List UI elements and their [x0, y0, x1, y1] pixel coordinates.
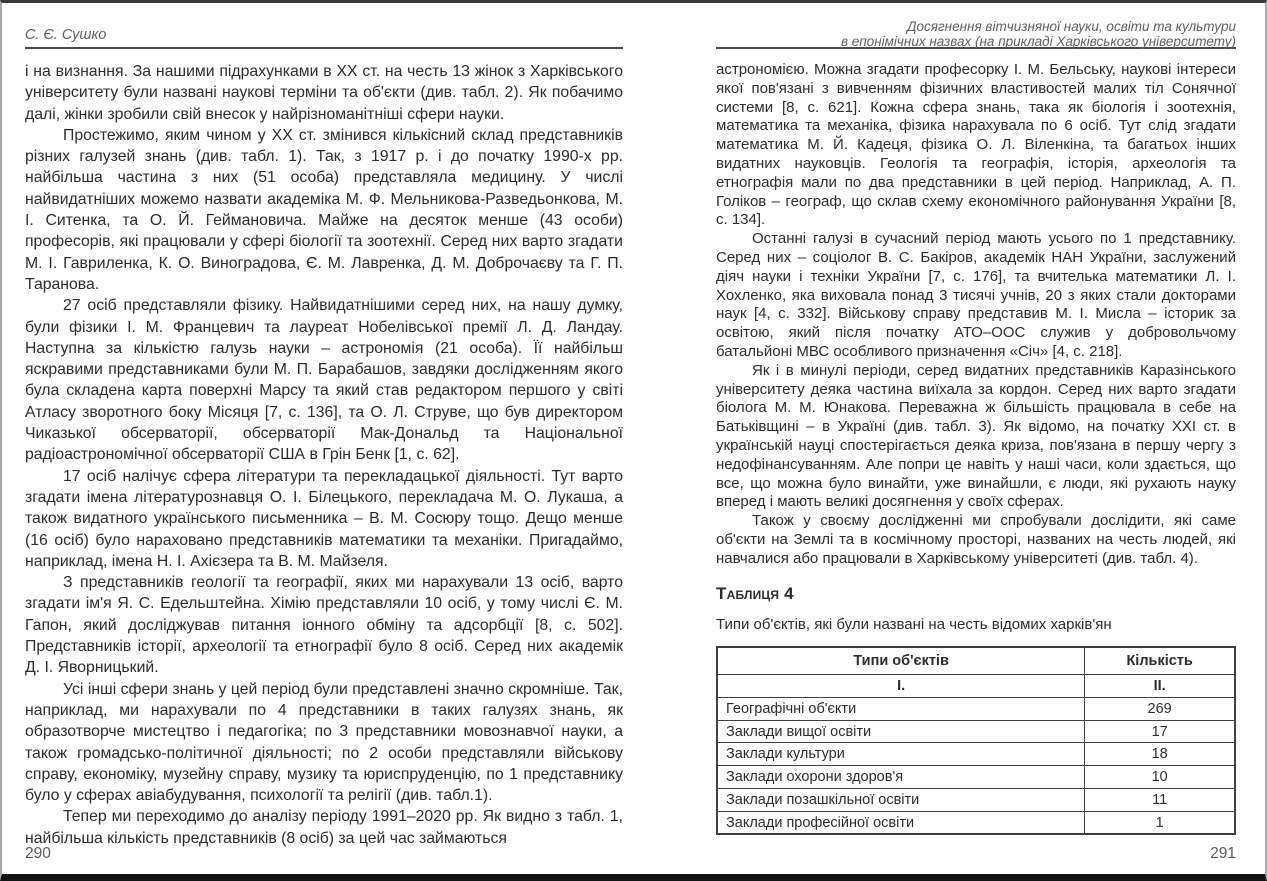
- count-cell: 269: [1085, 697, 1235, 720]
- object-type-cell: Заклади охорони здоров'я: [717, 766, 1085, 789]
- running-head-right: [716, 20, 1236, 49]
- object-type-cell: Заклади вищої освіти: [717, 720, 1085, 743]
- page-number-right: 291: [1210, 845, 1236, 862]
- table-heading: Таблиця 4: [716, 583, 794, 603]
- paragraph: Усі інші сфери знань у цей період були представлені значно скромніше. Так, наприклад, ми нарахували по 4 представники в таких галузях знань, як образотворче мистецтво і педагогіка; по 3 представники мовознавчої науки, а також громадсько-політичної діяльності; по 2 особи представляли військову справу, економіку, музейну справу, музику та юриспруденцію, по 1 представнику було у сферах авіабудування, психології та релігії (див. табл.1).: [25, 680, 623, 805]
- count-cell: 10: [1085, 766, 1235, 789]
- paragraph: Простежимо, яким чином у ХХ ст. змінився кількісний склад представників різних галузей знань (див. табл. 1). Так, з 1917 р. і до початку 1990-х рр. найбільша частина з них (51 особа) представляла медицину. У числі найвидатніших можемо назвати академіка М. Ф. Мельникова-Разведьонкова, М. І. Ситенка, та О. Й. Геймановича. Майже на десяток менше (43 особи) професорів, які працювали у сфері біології та зоотехнії. Серед них варто згадати М. І. Гавриленка, К. О. Виноградова, Є. М. Лавренка, Д. М. Доброчаєву та Г. П. Таранова.: [25, 126, 623, 293]
- column-number-1: І.: [717, 674, 1085, 697]
- paragraph: Як і в минулі періоди, серед видатних представників Каразінського університету деяка частина виїхала за кордон. Серед них варто згадати біолога М. М. Юнакова. Переважна ж більшість працювала в себе на Батьківщині – в Україні (див. табл. 3). Як відомо, на початку XXI ст. в українській науці спостерігається деяка криза, пов'язана в першу чергу з недофінансуванням. Але попри це навіть у наші часи, коли здається, що все, що можна було винайти, уже винайшли, є люди, які рухають науку вперед і мають великі досягнення у своїх сферах.: [716, 361, 1236, 511]
- page-number-left: 290: [25, 845, 51, 862]
- paragraph: Також у своєму дослідженні ми спробували дослідити, які саме об'єкти на Землі та в космічному просторі, названих на честь людей, які навчалися або працювали в Харківському університеті (див. табл. 4).: [716, 512, 1236, 567]
- column-header-count: Кількість: [1085, 647, 1235, 674]
- object-type-cell: Заклади культури: [717, 743, 1085, 766]
- table-row: [717, 697, 1235, 720]
- running-head-line1: Досягнення вітчизняної науки, освіти та культури: [907, 19, 1236, 34]
- object-type-cell: Заклади позашкільної освіти: [717, 788, 1085, 811]
- table-header-row: [717, 647, 1235, 674]
- paragraph: астрономією. Можна згадати професорку І. М. Бельську, наукові інтереси якої пов'язані з вивченням фізичних властивостей малих тіл Сонячної системи [8, с. 621]. Кожна сфера знань, така як біологія і зоотехнія, математика та механіка, фізика нарахувала по 6 осіб. Тут слід згадати математика М. Й. Кадеця, фізика О. Л. Віленкіна, та багатьох інших видатних науковців. Геологія та географія, історія, археологія та етнографія мали по два представники в цей період. Наприклад, А. П. Голіков – географ, що склав схему економічного районування України [8, с. 134].: [716, 61, 1236, 229]
- column-number-2: ІІ.: [1085, 674, 1235, 697]
- paragraph: 17 осіб налічує сфера літератури та перекладацької діяльності. Тут варто згадати імена літературознавця О. І. Білецького, перекладача М. О. Лукаша, а також видатного українського письменника – В. М. Сосюру тощо. Дещо менше (16 осіб) було нараховано представників математики та механіки. Пригадаймо, наприклад, імена Н. І. Ахієзера та В. М. Майзеля.: [25, 467, 623, 570]
- table-row: [717, 788, 1235, 811]
- table-row: [717, 743, 1235, 766]
- count-cell: 11: [1085, 788, 1235, 811]
- left-page-body: [25, 61, 623, 849]
- author-name: С. Є. Сушко: [25, 27, 107, 43]
- table-row: [717, 811, 1235, 834]
- table-caption: Типи об'єктів, які були названі на честь відомих харків'ян: [716, 616, 1112, 634]
- running-head-line2: в епонімічних назвах (на прикладі Харківського університету): [840, 33, 1236, 49]
- count-cell: 17: [1085, 720, 1235, 743]
- table-row: [717, 720, 1235, 743]
- paragraph: Останні галузі в сучасний період мають усього по 1 представнику. Серед них – соціолог В. С. Бакіров, академік НАН України, заслужений діяч науки і техніки України [7, с. 176], та вчителька математики Л. І. Хохленко, яка виховала понад 3 тисячі учнів, 20 з яких стали докторами наук [4, с. 332]. Військову справу представив М. І. Мисла – історик за освітою, який після початку АТО–ООС служив у добровольчому батальйоні МВС особливого призначення «Січ» [4, с. 218].: [716, 230, 1236, 360]
- object-type-cell: Географічні об'єкти: [717, 697, 1085, 720]
- table-subheader-row: [717, 674, 1235, 697]
- count-cell: 18: [1085, 743, 1235, 766]
- paragraph: 27 осіб представляли фізику. Найвидатнішими серед них, на нашу думку, були фізики І. М. Францевич та лауреат Нобелівської премії Л. Д. Ландау. Наступна за кількістю галузь науки – астрономія (21 особа). Її найбільш яскравими представниками були М. П. Барабашов, завдяки дослідженням якого була складена карта поверхні Марсу та який став редактором першого у світі Атласу зворотного боку Місяця [7, с. 136], та О. Л. Струве, що був директором Чиказької обсерваторії, обсерваторії Мак-Дональд та Національної радіоастрономічної обсерваторії США в Грін Бенк [1, с. 62].: [25, 297, 623, 464]
- object-type-cell: Заклади професійної освіти: [717, 811, 1085, 834]
- object-types-table: [716, 646, 1236, 835]
- running-head-left: [25, 23, 623, 49]
- table-row: [717, 766, 1235, 789]
- paragraph: Тепер ми переходимо до аналізу періоду 1991–2020 рр. Як видно з табл. 1, найбільша кількість представників (8 осіб) за цей час займаються: [25, 808, 623, 847]
- paragraph: і на визнання. За нашими підрахунками в ХХ ст. на честь 13 жінок з Харківського університету були названі наукові терміни та об'єкти (див. табл. 2). Як побачимо далі, жінки зробили свій внесок у найрізноманітніші сфери науки.: [25, 63, 623, 123]
- page-right: [716, 20, 1236, 835]
- column-header-types: Типи об'єктів: [717, 647, 1085, 674]
- page-left: [25, 23, 623, 849]
- paragraph: З представників геології та географії, яких ми нарахували 13 осіб, варто згадати ім'я Я. С. Едельштейна. Хімію представляли 10 осіб, у тому числі Є. М. Гапон, який досліджував питання іонного обміну та адсорбції [8, с. 502]. Представників історії, археології та етнографії було 8 осіб. Серед них академік Д. І. Яворницький.: [25, 574, 623, 677]
- count-cell: 1: [1085, 811, 1235, 834]
- right-page-body: [716, 61, 1236, 835]
